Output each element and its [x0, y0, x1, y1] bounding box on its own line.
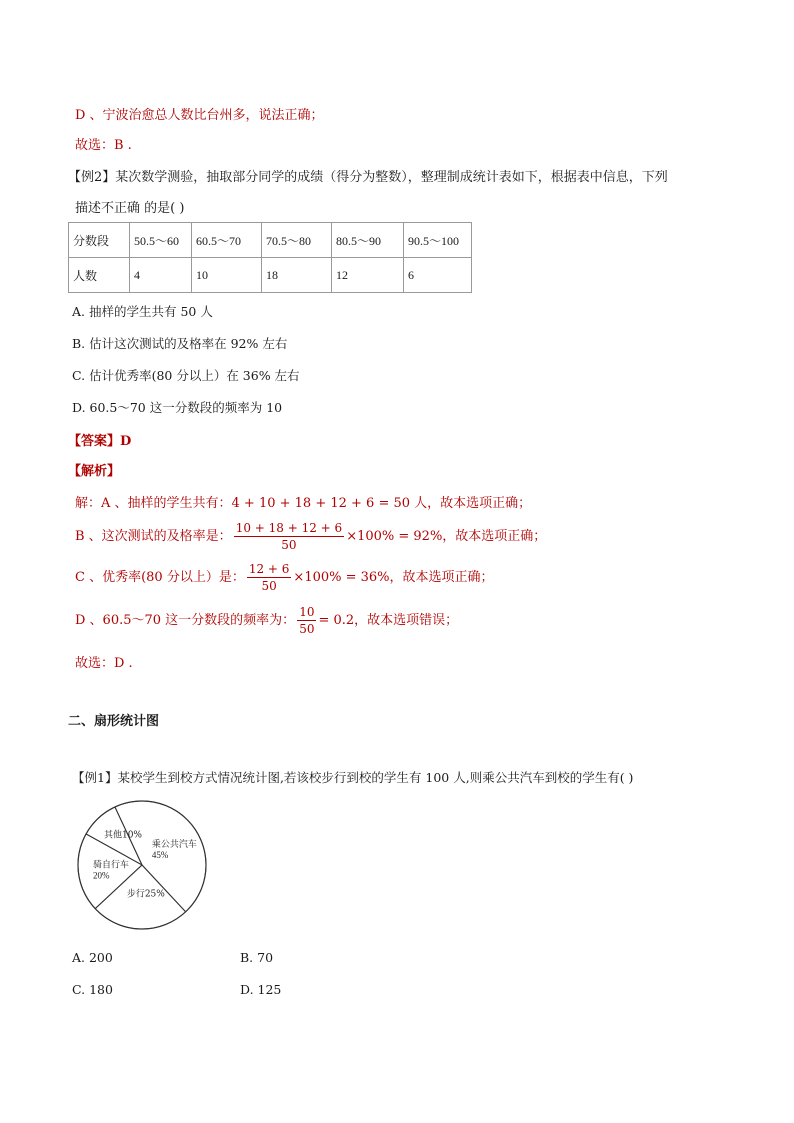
score-table — [68, 222, 472, 293]
sol-c-suffix: ×100% = 36%，故本选项正确； — [293, 570, 494, 585]
table-cell: 90.5～100 — [404, 223, 472, 258]
sol-d-suffix: = 0.2，故本选项错误； — [318, 613, 459, 628]
ex2-solution-a: 解：A 、抽样的学生共有：4 + 10 + 18 + 12 + 6 = 50 人，故本选项正确； — [75, 496, 532, 511]
pie-label-other: 其他10% — [103, 830, 143, 841]
score-table-data-row — [69, 258, 472, 293]
table-cell: 18 — [262, 258, 332, 293]
table-cell: 80.5～90 — [332, 223, 404, 258]
pie-chart — [70, 798, 220, 932]
sol-c-prefix: C 、优秀率(80 分以上）是： — [75, 570, 245, 585]
table-cell: 50.5～60 — [130, 223, 192, 258]
sol-b-suffix: ×100% = 92%，故本选项正确； — [346, 529, 547, 544]
sol-c-fraction — [247, 561, 292, 594]
pie-label-bike: 骑自行车 — [93, 860, 130, 871]
table-cell: 12 — [332, 258, 404, 293]
ex2-question-line1: 【例2】某次数学测验，抽取部分同学的成绩（得分为整数），整理制成统计表如下，根据表中信息，下列 — [68, 170, 668, 185]
ex2-option-d: D. 60.5～70 这一分数段的频率为 10 — [72, 400, 283, 415]
sol-d-numerator: 10 — [299, 605, 315, 619]
pie-label-walk: 步行25% — [126, 889, 165, 900]
ex1-option-c: C. 180 — [72, 982, 113, 997]
ex2-option-a: A. 抽样的学生共有 50 人 — [72, 304, 213, 319]
score-table-header-row — [69, 223, 472, 258]
ex2-solution-b — [75, 520, 546, 553]
table-cell: 70.5～80 — [262, 223, 332, 258]
ex1-option-a: A. 200 — [72, 950, 113, 965]
ex2-option-b: B. 估计这次测试的及格率在 92% 左右 — [72, 336, 288, 351]
ex2-answer: 【答案】D — [68, 434, 132, 449]
sol-c-denominator: 50 — [261, 579, 277, 593]
ex2-option-c: C. 估计优秀率(80 分以上）在 36% 左右 — [72, 368, 300, 383]
pie-value-bus: 45% — [151, 849, 169, 860]
sol-b-fraction — [234, 520, 345, 553]
intro-choice: 故选：B . — [75, 138, 132, 153]
section2-heading: 二、扇形统计图 — [68, 714, 160, 729]
sol-d-prefix: D 、60.5～70 这一分数段的频率为： — [75, 613, 296, 628]
sol-b-denominator: 50 — [281, 538, 297, 552]
ex2-question-line2: 描述不正确 的是( ) — [75, 201, 185, 216]
table-cell: 人数 — [69, 258, 130, 293]
ex2-analysis-title: 【解析】 — [68, 464, 121, 479]
ex2-solution-c — [75, 561, 494, 594]
ex1-option-b: B. 70 — [240, 950, 274, 965]
pie-label-bus: 乘公共汽车 — [151, 839, 197, 850]
ex1-option-d: D. 125 — [240, 982, 282, 997]
table-cell: 10 — [192, 258, 262, 293]
sol-d-fraction — [297, 604, 316, 637]
table-cell: 60.5～70 — [192, 223, 262, 258]
sol-c-numerator: 12 + 6 — [248, 562, 290, 576]
table-cell: 4 — [130, 258, 192, 293]
ex2-final-choice: 故选：D . — [75, 656, 133, 671]
table-cell: 分数段 — [69, 223, 130, 258]
sol-b-numerator: 10 + 18 + 12 + 6 — [235, 521, 343, 535]
ex2-solution-d — [75, 604, 458, 637]
ex1-question: 【例1】某校学生到校方式情况统计图,若该校步行到校的学生有 100 人,则乘公共汽车到校的学生有( ) — [72, 770, 634, 785]
intro-d-line: D 、宁波治愈总人数比台州多，说法正确； — [75, 108, 324, 123]
table-cell: 6 — [404, 258, 472, 293]
sol-b-prefix: B 、这次测试的及格率是： — [75, 529, 232, 544]
sol-d-denominator: 50 — [299, 622, 315, 636]
pie-value-bike: 20% — [93, 870, 110, 881]
